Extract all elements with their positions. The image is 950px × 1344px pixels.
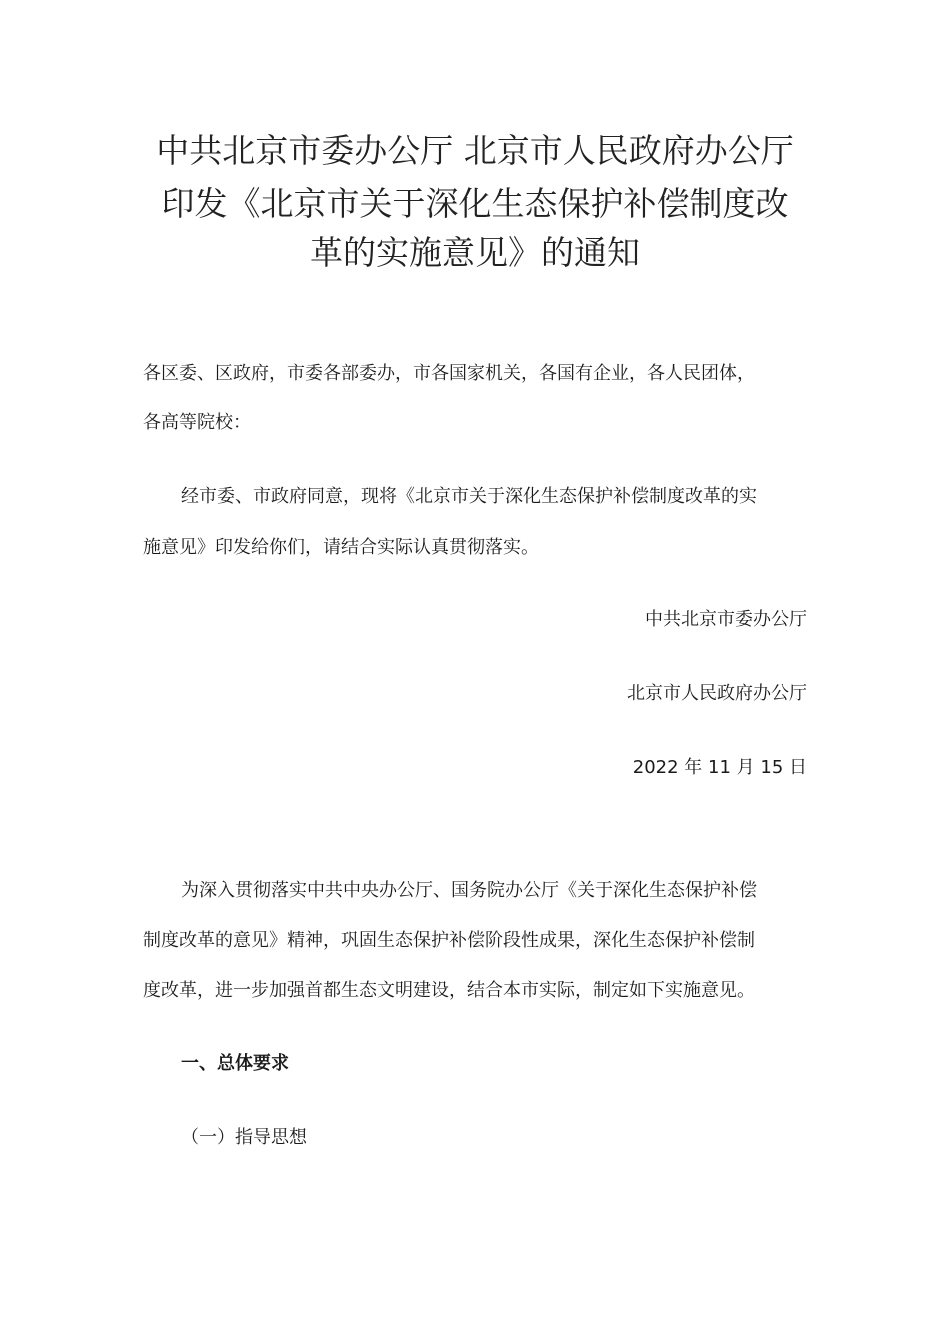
intro-line-3: 度改革，进一步加强首都生态文明建设，结合本市实际，制定如下实施意见。 bbox=[143, 980, 755, 1001]
intro-line-1: 为深入贯彻落实中共中央办公厅、国务院办公厅《关于深化生态保护补偿 bbox=[181, 880, 757, 901]
addressee-line-1: 各区委、区政府，市委各部委办，市各国家机关，各国有企业，各人民团体， bbox=[143, 363, 755, 384]
subsection-heading-guiding-ideology: （一）指导思想 bbox=[181, 1127, 307, 1148]
signature-issuer-2: 北京市人民政府办公厅 bbox=[627, 683, 807, 704]
document-title-line-3: 革的实施意见》的通知 bbox=[310, 233, 640, 272]
signature-issuer-1: 中共北京市委办公厅 bbox=[645, 609, 807, 630]
notice-body-line-1: 经市委、市政府同意，现将《北京市关于深化生态保护补偿制度改革的实 bbox=[181, 486, 757, 507]
notice-body-line-2: 施意见》印发给你们，请结合实际认真贯彻落实。 bbox=[143, 537, 539, 558]
addressee-line-2: 各高等院校： bbox=[143, 412, 251, 433]
document-title-line-1: 中共北京市委办公厅 北京市人民政府办公厅 bbox=[156, 131, 794, 170]
intro-line-2: 制度改革的意见》精神，巩固生态保护补偿阶段性成果，深化生态保护补偿制 bbox=[143, 930, 755, 951]
section-heading-general-requirements: 一、总体要求 bbox=[181, 1053, 289, 1074]
document-title-line-2: 印发《北京市关于深化生态保护补偿制度改 bbox=[161, 184, 789, 223]
signature-date: 2022 年 11 月 15 日 bbox=[632, 757, 807, 778]
